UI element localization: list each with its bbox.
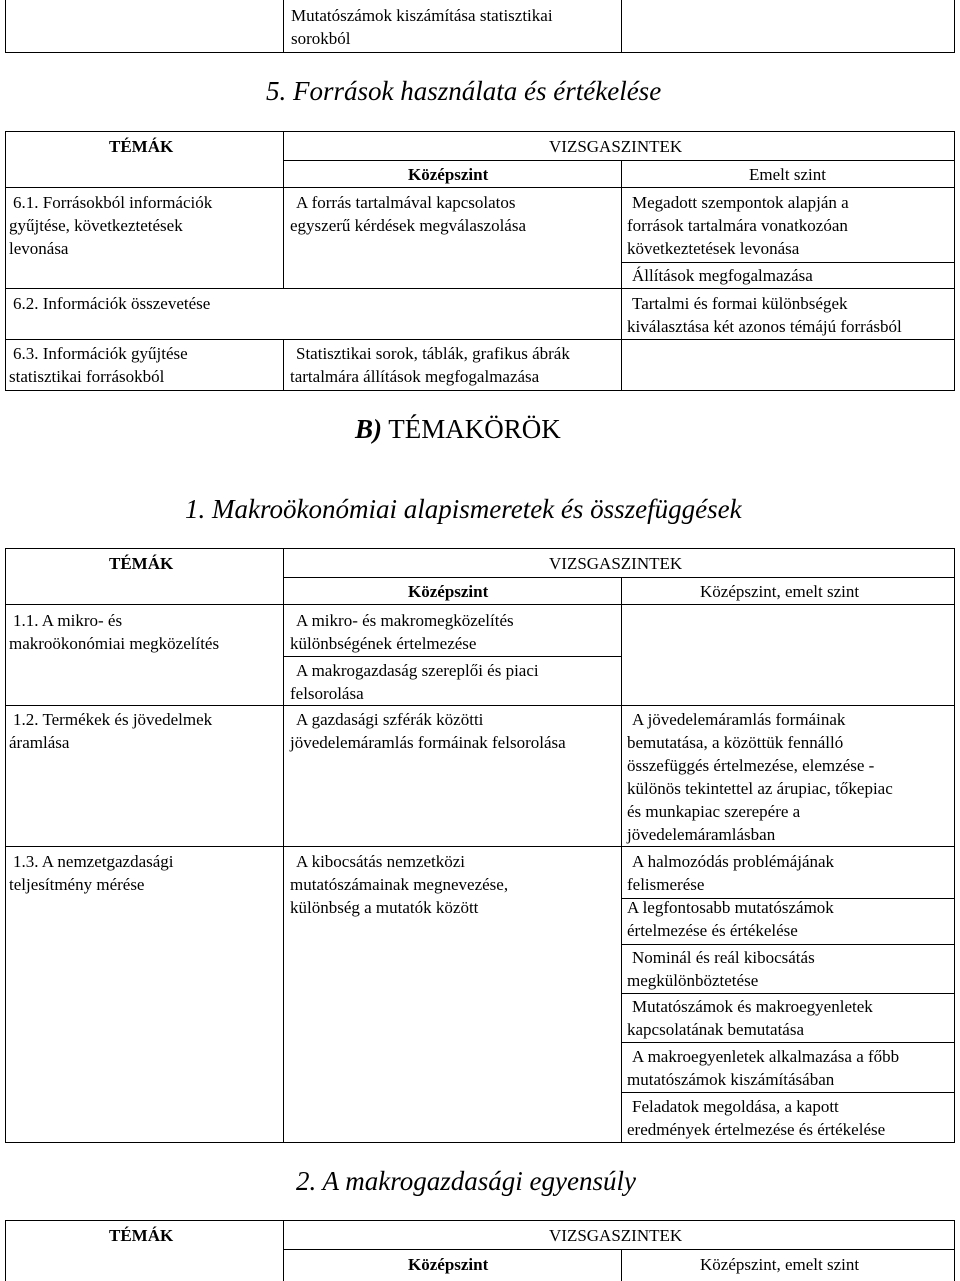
emelt-6-2-line1: Tartalmi és formai különbségek (632, 294, 848, 313)
topic-1-2-line2: áramlása (9, 733, 70, 752)
kozep-1-3-line3: különbség a mutatók között (290, 898, 479, 917)
kozep-6-3-line1: Statisztikai sorok, táblák, grafikus ábrák (296, 344, 570, 363)
emelt-6-2-line2: kiválasztása két azonos témájú forrásból (627, 317, 902, 336)
kozep-1-2-line1: A gazdasági szférák közötti (296, 710, 484, 729)
top-cell-line1: Mutatószámok kiszámítása statisztikai (291, 6, 553, 25)
col-header-kozepszint-1: Középszint (408, 582, 489, 601)
topic-1-3-line1: 1.3. A nemzetgazdasági (13, 852, 174, 871)
topic-6-3-line2: statisztikai forrásokból (9, 367, 165, 386)
emelt-6-1-line3: következtetések levonása (627, 239, 800, 258)
temakorok-title: TÉMAKÖRÖK (388, 414, 561, 444)
kozep-1-3-line1: A kibocsátás nemzetközi (296, 852, 466, 871)
emelt-1-2-line3: összefüggés értelmezése, elemzése - (627, 756, 875, 775)
kozep-1-1a-line2: különbségének értelmezése (290, 634, 477, 653)
emelt-1-3b-line1: A legfontosabb mutatószámok (627, 898, 834, 917)
emelt-6-1-allitasok: Állítások megfogalmazása (632, 266, 813, 285)
topic-6-1-line1: 6.1. Forrásokból információk (13, 193, 213, 212)
col-header-kozep-emelt-2: Középszint, emelt szint (700, 1255, 860, 1274)
col-header-vizsgaszintek: VIZSGASZINTEK (549, 137, 683, 156)
section2-title: 2. A makrogazdasági egyensúly (296, 1166, 636, 1196)
emelt-1-3a-line1: A halmozódás problémájának (632, 852, 835, 871)
topic-1-1-line1: 1.1. A mikro- és (13, 611, 123, 630)
emelt-1-3f-line1: Feladatok megoldása, a kapott (632, 1097, 839, 1116)
col-header-temak-2: TÉMÁK (109, 1226, 174, 1245)
kozep-1-1a-line1: A mikro- és makromegközelítés (296, 611, 514, 630)
emelt-1-3a-line2: felismerése (627, 875, 705, 894)
emelt-1-2-line6: jövedelemáramlásban (627, 825, 776, 844)
emelt-1-2-line1: A jövedelemáramlás formáinak (632, 710, 846, 729)
col-header-kozep-emelt-1: Középszint, emelt szint (700, 582, 860, 601)
topic-1-2-line1: 1.2. Termékek és jövedelmek (13, 710, 213, 729)
section1-title: 1. Makroökonómiai alapismeretek és összefüggések (185, 494, 742, 524)
top-cell-line2: sorokból (291, 29, 351, 48)
col-header-kozepszint-2: Középszint (408, 1255, 489, 1274)
kozep-1-1b-line1: A makrogazdaság szereplői és piaci (296, 661, 539, 680)
kozep-1-2-line2: jövedelemáramlás formáinak felsorolása (290, 733, 566, 752)
topic-6-1-line3: levonása (9, 239, 69, 258)
topic-6-2: 6.2. Információk összevetése (13, 294, 211, 313)
emelt-1-3c-line1: Nominál és reál kibocsátás (632, 948, 815, 967)
topic-1-1-line2: makroökonómiai megközelítés (9, 634, 220, 653)
emelt-1-3f-line2: eredmények értelmezése és értékelése (627, 1120, 886, 1139)
col-header-emelt-szint: Emelt szint (749, 165, 826, 184)
emelt-1-3e-line1: A makroegyenletek alkalmazása a főbb (632, 1047, 900, 1066)
section5-title: 5. Források használata és értékelése (266, 76, 662, 106)
topic-6-1-line2: gyűjtése, következtetések (9, 216, 183, 235)
emelt-1-3d-line2: kapcsolatának bemutatása (627, 1020, 805, 1039)
emelt-1-2-line4: különös tekintettel az árupiac, tőkepiac (627, 779, 893, 798)
emelt-1-3d-line1: Mutatószámok és makroegyenletek (632, 997, 873, 1016)
emelt-1-2-line5: és munkapiac szerepére a (627, 802, 801, 821)
kozep-1-3-line2: mutatószámainak megnevezése, (290, 875, 509, 894)
kozep-6-3-line2: tartalmára állítások megfogalmazása (290, 367, 540, 386)
col-header-vizsgaszintek-2: VIZSGASZINTEK (549, 1226, 683, 1245)
topic-6-3-line1: 6.3. Információk gyűjtése (13, 344, 188, 363)
emelt-6-1-line2: források tartalmára vonatkozóan (627, 216, 848, 235)
temakorok-prefix: B) (355, 414, 382, 444)
emelt-1-2-line2: bemutatása, a közöttük fennálló (627, 733, 844, 752)
emelt-1-3e-line2: mutatószámok kiszámításában (627, 1070, 835, 1089)
emelt-1-3c-line2: megkülönböztetése (627, 971, 759, 990)
col-header-temak: TÉMÁK (109, 137, 174, 156)
col-header-temak-1: TÉMÁK (109, 554, 174, 573)
emelt-1-3b-line2: értelmezése és értékelése (627, 921, 798, 940)
topic-1-3-line2: teljesítmény mérése (9, 875, 145, 894)
col-header-kozepszint: Középszint (408, 165, 489, 184)
kozep-1-1b-line2: felsorolása (290, 684, 364, 703)
kozep-6-1-line2: egyszerű kérdések megválaszolása (290, 216, 526, 235)
kozep-6-1-line1: A forrás tartalmával kapcsolatos (296, 193, 516, 212)
col-header-vizsgaszintek-1: VIZSGASZINTEK (549, 554, 683, 573)
emelt-6-1-line1: Megadott szempontok alapján a (632, 193, 849, 212)
temakorok-heading (355, 414, 561, 445)
